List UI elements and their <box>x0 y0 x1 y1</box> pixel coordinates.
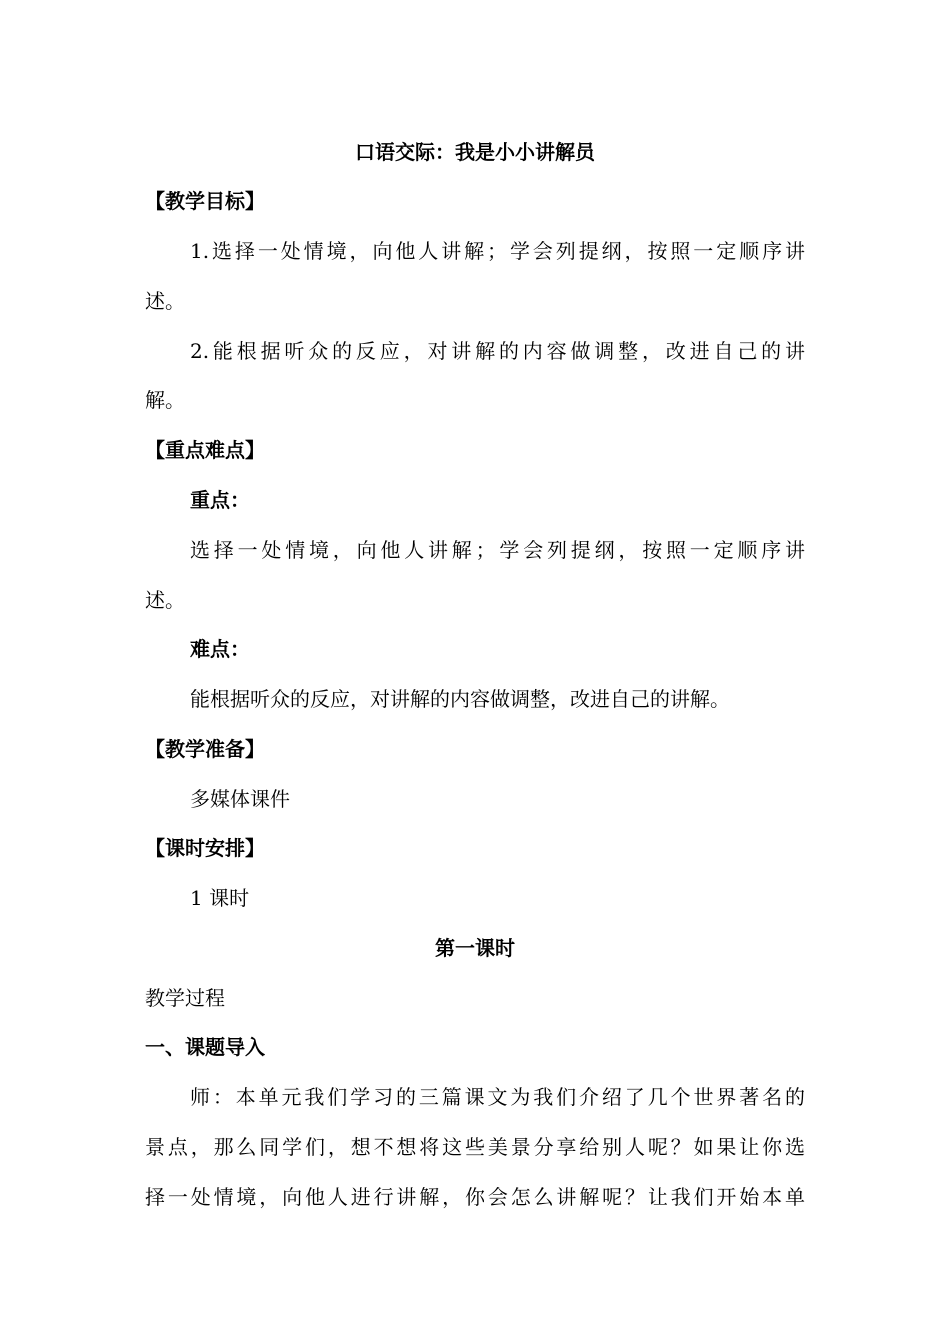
part-1-line-1: 师：本单元我们学习的三篇课文为我们介绍了几个世界著名的 <box>190 1085 805 1109</box>
goal-2-line-2: 解。 <box>145 388 185 412</box>
goal-1-line-2: 述。 <box>145 289 185 313</box>
key-point-label: 重点： <box>190 488 250 512</box>
key-point-line-1: 选择一处情境，向他人讲解；学会列提纲，按照一定顺序讲 <box>190 538 805 562</box>
goal-2-line-1: 2.能根据听众的反应，对讲解的内容做调整，改进自己的讲 <box>190 339 805 363</box>
difficult-point-line-1: 能根据听众的反应，对讲解的内容做调整，改进自己的讲解。 <box>190 687 730 711</box>
process-label: 教学过程 <box>145 986 225 1010</box>
schedule-content: 1 课时 <box>190 886 250 910</box>
key-point-line-2: 述。 <box>145 588 185 612</box>
preparation-heading: 【教学准备】 <box>145 737 265 761</box>
part-1-heading: 一、课题导入 <box>145 1035 265 1059</box>
part-1-line-2: 景点，那么同学们，想不想将这些美景分享给别人呢？如果让你选 <box>145 1135 805 1159</box>
goal-1-line-1: 1.选择一处情境，向他人讲解；学会列提纲，按照一定顺序讲 <box>190 239 805 263</box>
part-1-line-3: 择一处情境，向他人进行讲解，你会怎么讲解呢？让我们开始本单 <box>145 1185 805 1209</box>
schedule-heading: 【课时安排】 <box>145 836 265 860</box>
goals-heading: 【教学目标】 <box>145 189 265 213</box>
document-title: 口语交际：我是小小讲解员 <box>355 140 595 164</box>
difficult-point-label: 难点： <box>190 637 250 661</box>
key-points-heading: 【重点难点】 <box>145 438 265 462</box>
preparation-content: 多媒体课件 <box>190 787 290 811</box>
lesson-title: 第一课时 <box>435 936 515 960</box>
